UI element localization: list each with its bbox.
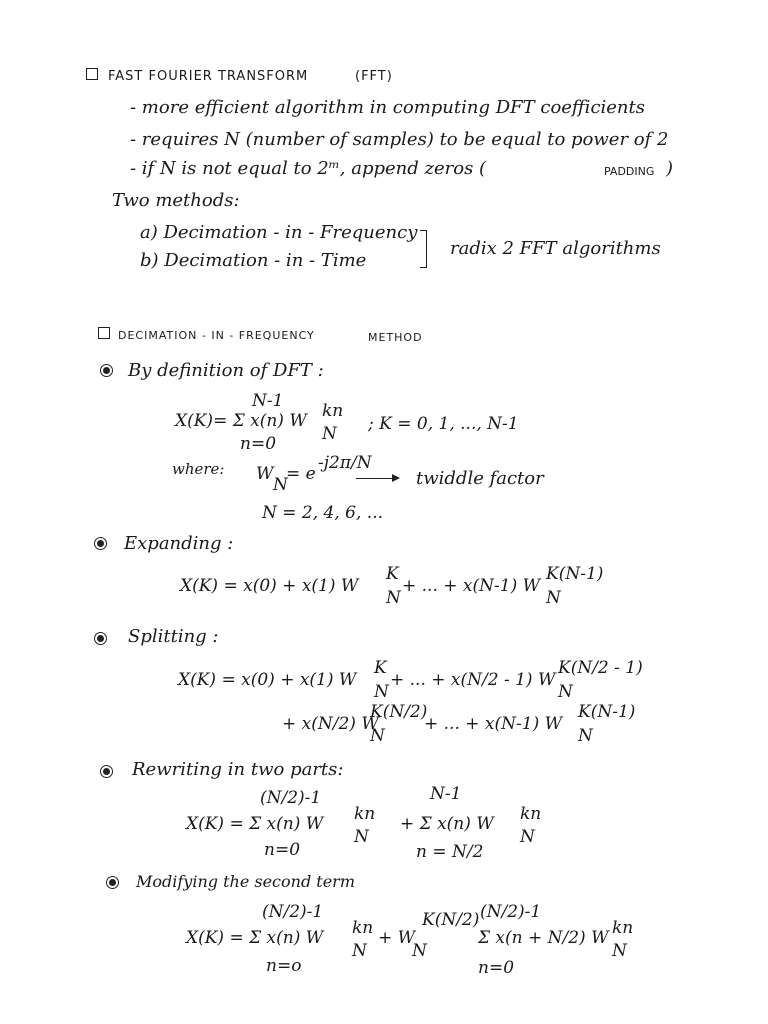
dft-sup: kn (322, 401, 344, 421)
expanding-sup-2: K(N-1) (546, 564, 604, 584)
mod-sup-1: kn (352, 918, 374, 938)
where-label: where: (172, 460, 225, 478)
split-sub-1: N (374, 682, 389, 702)
mod-sum-2: Σ x(n + N/2) W (478, 928, 609, 948)
modifying-label: Modifying the second term (136, 872, 355, 891)
rewrite-sub-2: N (520, 827, 535, 847)
mod-sup-3: kn (612, 918, 634, 938)
splitting-label: Splitting : (128, 626, 219, 647)
mod-sub-3: N (612, 941, 627, 961)
split-mid-1: + ... + x(N/2 - 1) W (390, 670, 556, 690)
split-sup-3: K(N/2) (370, 702, 428, 722)
twiddle-w: W (256, 464, 274, 484)
twiddle-exp: -j2π/N (318, 453, 372, 473)
twiddle-sub: N (273, 475, 288, 495)
rewrite-plus: + Σ x(n) W (400, 814, 494, 834)
fft-abbr: (FFT) (355, 69, 393, 84)
mod-sup-2: K(N/2) (422, 910, 480, 930)
brace-icon (420, 230, 427, 268)
rewrite-sub-1: N (354, 827, 369, 847)
expanding-sup-1: K (386, 564, 399, 584)
expanding-sub-2: N (546, 588, 561, 608)
mod-top-2: (N/2)-1 (480, 902, 542, 922)
mod-sub-1: N (352, 941, 367, 961)
rewrite-bottom-1: n=0 (264, 840, 301, 860)
dft-sum-top: N-1 (252, 391, 284, 411)
twiddle-rhs: = e (286, 464, 316, 484)
split-sup-2: K(N/2 - 1) (558, 658, 643, 678)
mod-bottom-2: n=0 (478, 958, 515, 978)
mod-top-1: (N/2)-1 (262, 902, 324, 922)
fft-point-2: - requires N (number of samples) to be equal to power of 2 (130, 129, 669, 150)
dif-title-suffix: METHOD (368, 331, 423, 344)
expanding-sub-1: N (386, 588, 401, 608)
dft-equation: X(K)= Σ x(n) W (175, 411, 307, 431)
mod-equation: X(K) = Σ x(n) W (186, 928, 324, 948)
mod-plus: + W (378, 928, 416, 948)
expanding-mid: + ... + x(N-1) W (402, 576, 541, 596)
bullet-icon (100, 765, 113, 778)
twiddle-label: twiddle factor (416, 468, 544, 489)
dft-sub: N (322, 424, 337, 444)
methods-note: radix 2 FFT algorithms (450, 238, 661, 259)
split-mid-2: + ... + x(N-1) W (424, 714, 563, 734)
fft-title: FAST FOURIER TRANSFORM (108, 69, 309, 84)
bullet-icon (106, 876, 119, 889)
rewrite-equation: X(K) = Σ x(n) W (186, 814, 324, 834)
padding-label: PADDING (604, 165, 655, 178)
n-values: N = 2, 4, 6, ... (262, 503, 384, 523)
split-sub-3: N (370, 726, 385, 746)
split-line-1: X(K) = x(0) + x(1) W (178, 670, 357, 690)
dft-sum-bottom: n=0 (240, 434, 277, 454)
padding-close: ) (666, 158, 674, 179)
rewrite-sup-1: kn (354, 804, 376, 824)
expanding-equation: X(K) = x(0) + x(1) W (180, 576, 359, 596)
rewrite-sup-2: kn (520, 804, 542, 824)
mod-bottom-1: n=o (266, 956, 302, 976)
dif-title: DECIMATION - IN - FREQUENCY (118, 329, 315, 342)
methods-label: Two methods: (112, 190, 240, 211)
dft-range: ; K = 0, 1, ..., N-1 (368, 414, 519, 434)
method-b: b) Decimation - in - Time (140, 250, 367, 271)
mod-sub-2: N (412, 941, 427, 961)
fft-point-3: - if N is not equal to 2ᵐ, append zeros ( (130, 158, 487, 179)
rewrite-bottom-2: n = N/2 (416, 842, 484, 862)
fft-point-1: - more efficient algorithm in computing DFT coefficients (130, 97, 645, 118)
split-sup-4: K(N-1) (578, 702, 636, 722)
bullet-icon (94, 537, 107, 550)
rewriting-label: Rewriting in two parts: (132, 759, 344, 780)
split-sup-1: K (374, 658, 387, 678)
rewrite-top-2: N-1 (430, 784, 462, 804)
bullet-icon (94, 632, 107, 645)
checkbox-icon (86, 68, 98, 80)
rewrite-top-1: (N/2)-1 (260, 788, 322, 808)
method-a: a) Decimation - in - Frequency (140, 222, 418, 243)
checkbox-icon (98, 327, 110, 339)
split-sub-2: N (558, 682, 573, 702)
arrow-right-icon (356, 478, 398, 479)
bullet-icon (100, 364, 113, 377)
definition-label: By definition of DFT : (128, 360, 324, 381)
split-line-2: + x(N/2) W (282, 714, 379, 734)
expanding-label: Expanding : (124, 533, 234, 554)
split-sub-4: N (578, 726, 593, 746)
